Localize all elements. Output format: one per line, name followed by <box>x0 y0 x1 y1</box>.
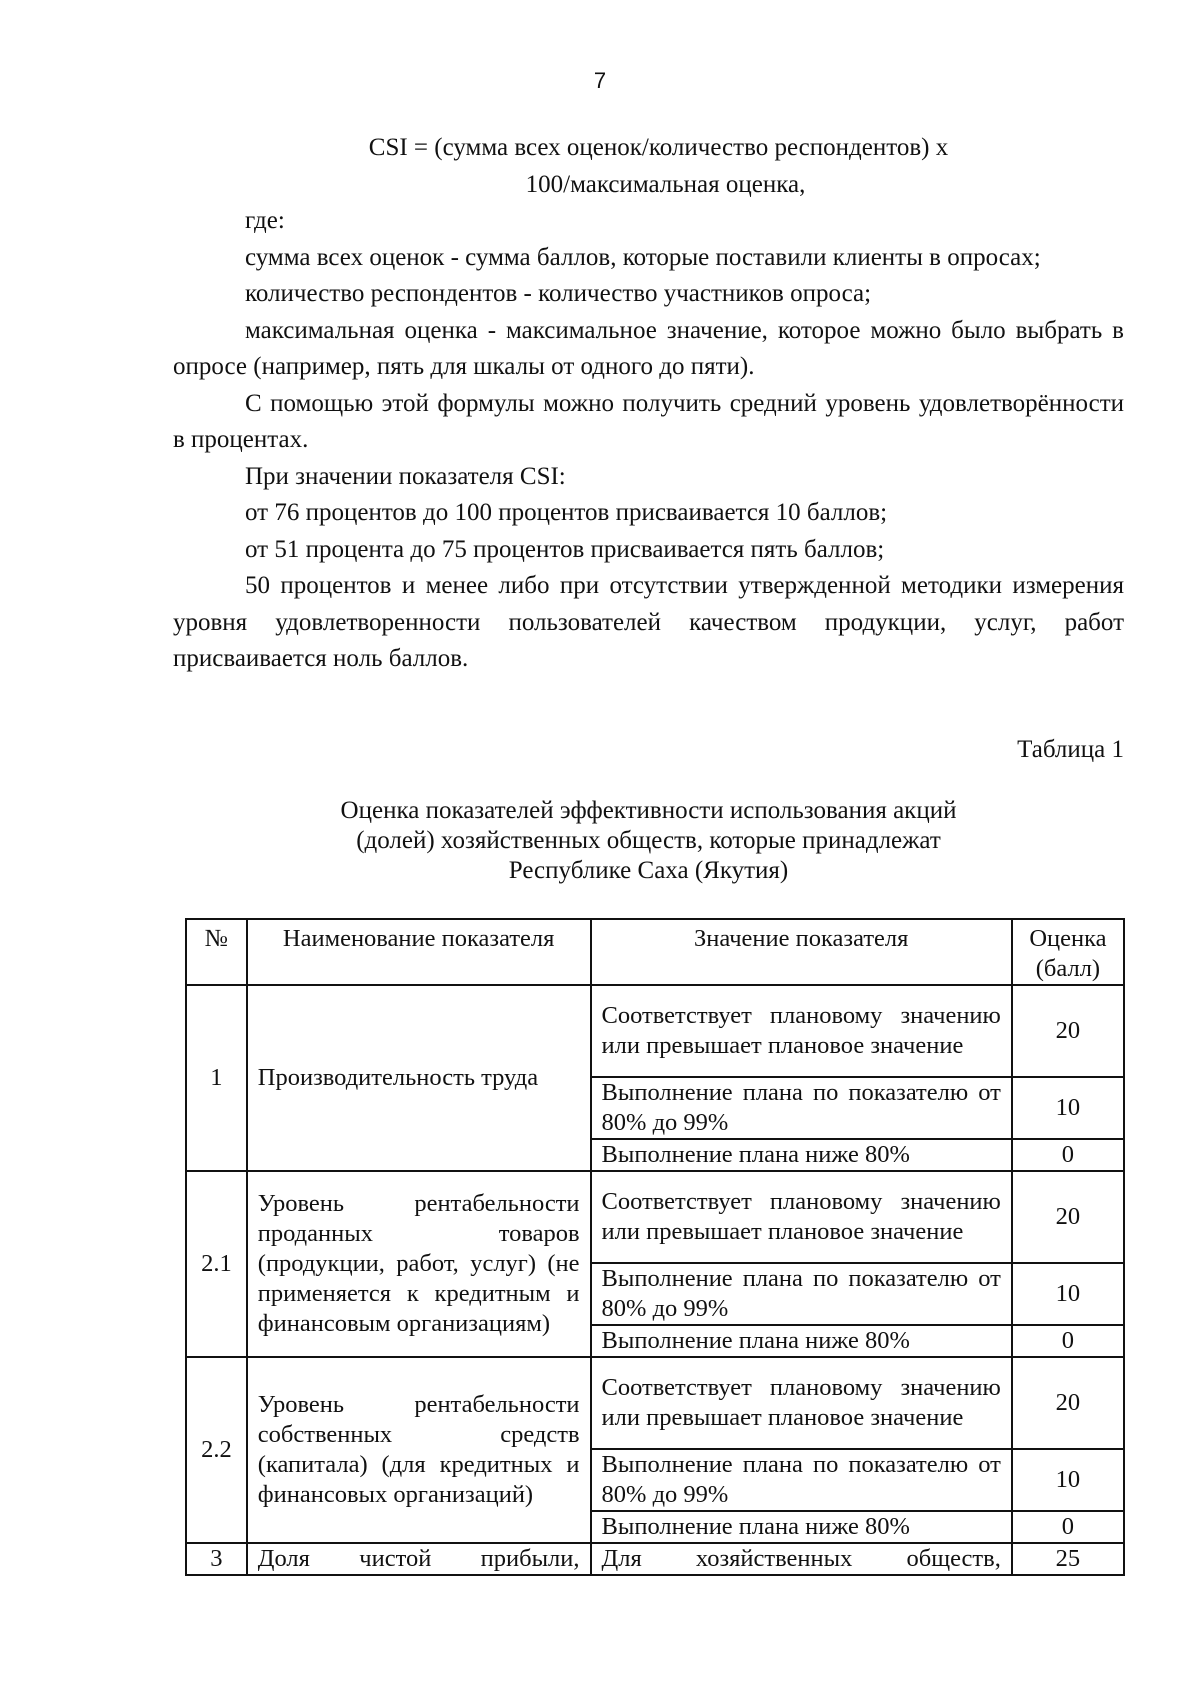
row-value: Соответствует плановому значению или превышает плановое значение <box>591 1171 1012 1263</box>
table-row <box>186 1357 1124 1449</box>
row-score: 10 <box>1012 1449 1124 1511</box>
row-num: 2.2 <box>186 1357 247 1543</box>
row-value: Соответствует плановому значению или превышает плановое значение <box>591 1357 1012 1449</box>
paragraph-csi-76-100: от 76 процентов до 100 процентов присваивается 10 баллов; <box>245 499 888 526</box>
table-header-row <box>186 919 1124 985</box>
table-row <box>186 1543 1124 1575</box>
row-name: Уровень рентабельности проданных товаров (продукции, работ, услуг) (не применяется к кредитным и финансовым организациям) <box>247 1171 591 1357</box>
table-row <box>186 1171 1124 1263</box>
table-title-line-2: (долей) хозяйственных обществ, которые принадлежат <box>356 827 941 854</box>
row-score: 20 <box>1012 985 1124 1077</box>
header-num: № <box>186 919 247 985</box>
row-score: 0 <box>1012 1325 1124 1357</box>
row-value: Выполнение плана по показателю от 80% до 99% <box>591 1449 1012 1511</box>
page-number: 7 <box>593 68 607 93</box>
paragraph-sum-definition: сумма всех оценок - сумма баллов, которые поставили клиенты в опросах; <box>245 243 1041 271</box>
paragraph-where: где: <box>245 207 285 234</box>
row-num: 2.1 <box>186 1171 247 1357</box>
indicators-table <box>185 918 1125 1576</box>
row-score: 10 <box>1012 1077 1124 1139</box>
body-text <box>173 130 1124 678</box>
paragraph-csi-50-less: 50 процентов и менее либо при отсутствии утвержденной методики измерения уровня удовлетворенности пользователей качеством продукции, услуг, работ присваивается ноль баллов. <box>173 572 1124 672</box>
row-value: Выполнение плана по показателю от 80% до 99% <box>591 1077 1012 1139</box>
row-num: 3 <box>186 1543 247 1575</box>
paragraph-csi-value: При значении показателя CSI: <box>245 462 566 490</box>
paragraph-formula-purpose: С помощью этой формулы можно получить средний уровень удовлетворённости в процентах. <box>173 389 1124 453</box>
table-title-line-3: Республике Саха (Якутия) <box>508 857 789 884</box>
row-name: Уровень рентабельности собственных средств (капитала) (для кредитных и финансовых организаций) <box>247 1357 591 1543</box>
row-score: 25 <box>1012 1543 1124 1575</box>
table-title <box>173 796 1124 886</box>
row-value: Для хозяйственных обществ, <box>591 1543 1012 1575</box>
row-name: Производительность труда <box>247 985 591 1171</box>
table-row <box>186 985 1124 1077</box>
formula-line-2: 100/максимальная оценка, <box>525 170 806 198</box>
row-num: 1 <box>186 985 247 1171</box>
header-name: Наименование показателя <box>247 919 591 985</box>
row-score: 10 <box>1012 1263 1124 1325</box>
table-title-line-1: Оценка показателей эффективности использования акций <box>340 797 957 824</box>
row-score: 20 <box>1012 1171 1124 1263</box>
paragraph-csi-51-75: от 51 процента до 75 процентов присваивается пять баллов; <box>245 535 885 563</box>
row-value: Соответствует плановому значению или превышает плановое значение <box>591 985 1012 1077</box>
row-value: Выполнение плана по показателю от 80% до 99% <box>591 1263 1012 1325</box>
row-value: Выполнение плана ниже 80% <box>591 1325 1012 1357</box>
paragraph-respondents-definition: количество респондентов - количество участников опроса; <box>245 280 872 307</box>
row-score: 0 <box>1012 1139 1124 1171</box>
formula-line-1: CSI = (сумма всех оценок/количество респондентов) х <box>368 134 949 161</box>
header-value: Значение показателя <box>591 919 1012 985</box>
table-label: Таблица 1 <box>1017 736 1124 763</box>
row-value: Выполнение плана ниже 80% <box>591 1139 1012 1171</box>
row-value: Выполнение плана ниже 80% <box>591 1511 1012 1543</box>
header-score: Оценка (балл) <box>1012 919 1124 985</box>
row-name: Доля чистой прибыли, <box>247 1543 591 1575</box>
row-score: 0 <box>1012 1511 1124 1543</box>
row-score: 20 <box>1012 1357 1124 1449</box>
paragraph-max-score-definition: максимальная оценка - максимальное значение, которое можно было выбрать в опросе (например, пять для шкалы от одного до пяти). <box>173 316 1124 380</box>
